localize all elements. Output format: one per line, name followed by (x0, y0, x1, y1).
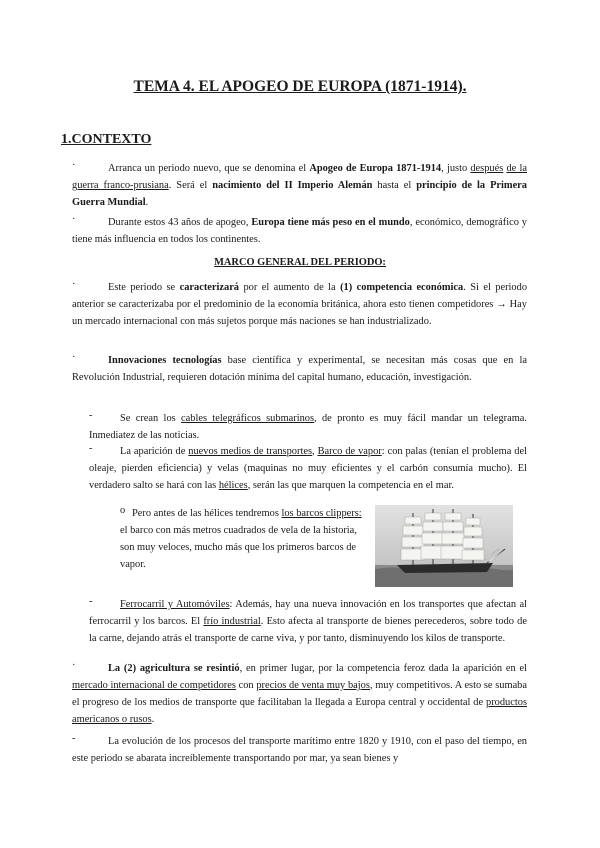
subheading-marco-general: MARCO GENERAL DEL PERIODO: (214, 257, 386, 268)
circle-mark: o (120, 505, 126, 516)
dash-mark: - (72, 733, 76, 744)
dash-mark: - (89, 596, 93, 607)
section-heading-contexto: 1.CONTEXTO (61, 132, 152, 147)
page-title: TEMA 4. EL APOGEO DE EUROPA (1871-1914). (133, 78, 467, 95)
dash-mark: - (89, 443, 93, 454)
clipper-ship-photo (375, 505, 513, 587)
paragraph-ferrocarril: Ferrocarril y Automóviles: Además, hay una nueva innovación en los transportes que afectan al ferrocarril y los barcos. El frío industrial. Esto afecta al transporte de bienes perecederos, sobre todo de la carne, dejando atrás el transporte de carne viva, y por tanto, disminuyendo los kilos de transporte. (89, 599, 527, 644)
bullet-mark: · (72, 279, 76, 290)
paragraph-innovaciones: Innovaciones tecnologías base científica y experimental, se necesitan más cosas que en la Revolución Industrial, requieren dotación mínima del capital humano, educación, investigación. (72, 355, 527, 383)
paragraph-transporte-maritimo: La evolución de los procesos del transporte marítimo entre 1820 y 1910, con el paso del tiempo, en este periodo se abarata increíblemente transportando por mar, ya sean bienes y (72, 736, 527, 764)
bullet-mark: · (72, 160, 76, 171)
bullet-mark: · (72, 214, 76, 225)
bullet-mark: · (72, 352, 76, 363)
dash-mark: - (89, 410, 93, 421)
paragraph-apogeo: Arranca un periodo nuevo, que se denomina el Apogeo de Europa 1871-1914, justo después de la guerra franco-prusiana. Será el nacimiento del II Imperio Alemán hasta el principio de la Primera Guerra Mundial. (72, 163, 527, 208)
paragraph-transportes: La aparición de nuevos medios de transportes, Barco de vapor: con palas (tenían el problema del oleaje, pierden eficiencia) y velas (maquinas no muy eficientes y el carbón consumía mucho). El verdadero salto se hará con las hélices, serán las que marquen la competencia en el mar. (89, 446, 527, 491)
bullet-mark: · (72, 660, 76, 671)
paragraph-agricultura: La (2) agricultura se resintió, en primer lugar, por la competencia feroz dada la aparición en el mercado internacional de competidores con precios de venta muy bajos, muy competitivos. A esto se sumaba el progreso de los medios de transporte que facilitaban la llegada a Europa central y occidental de productos americanos o rusos. (72, 663, 527, 725)
paragraph-clippers: Pero antes de las hélices tendremos los barcos clippers: el barco con más metros cuadrados de vela de la historia, son muy veloces, mucho más que los primeros barcos de vapor. (120, 508, 362, 570)
paragraph-competencia: Este periodo se caracterizará por el aumento de la (1) competencia económica. Si el periodo anterior se caracterizaba por el predominio de la economía británica, ahora esto tienen competidores → Hay un mercado internacional con más sujetos porque más naciones se han industrializado. (72, 282, 528, 327)
paragraph-peso: Durante estos 43 años de apogeo, Europa tiene más peso en el mundo, económico, demográfico y tiene más influencia en todos los continentes. (72, 217, 527, 245)
paragraph-cables: Se crean los cables telegráficos submarinos, de pronto es muy fácil mandar un telegrama. Inmediatez de las noticias. (89, 413, 527, 441)
